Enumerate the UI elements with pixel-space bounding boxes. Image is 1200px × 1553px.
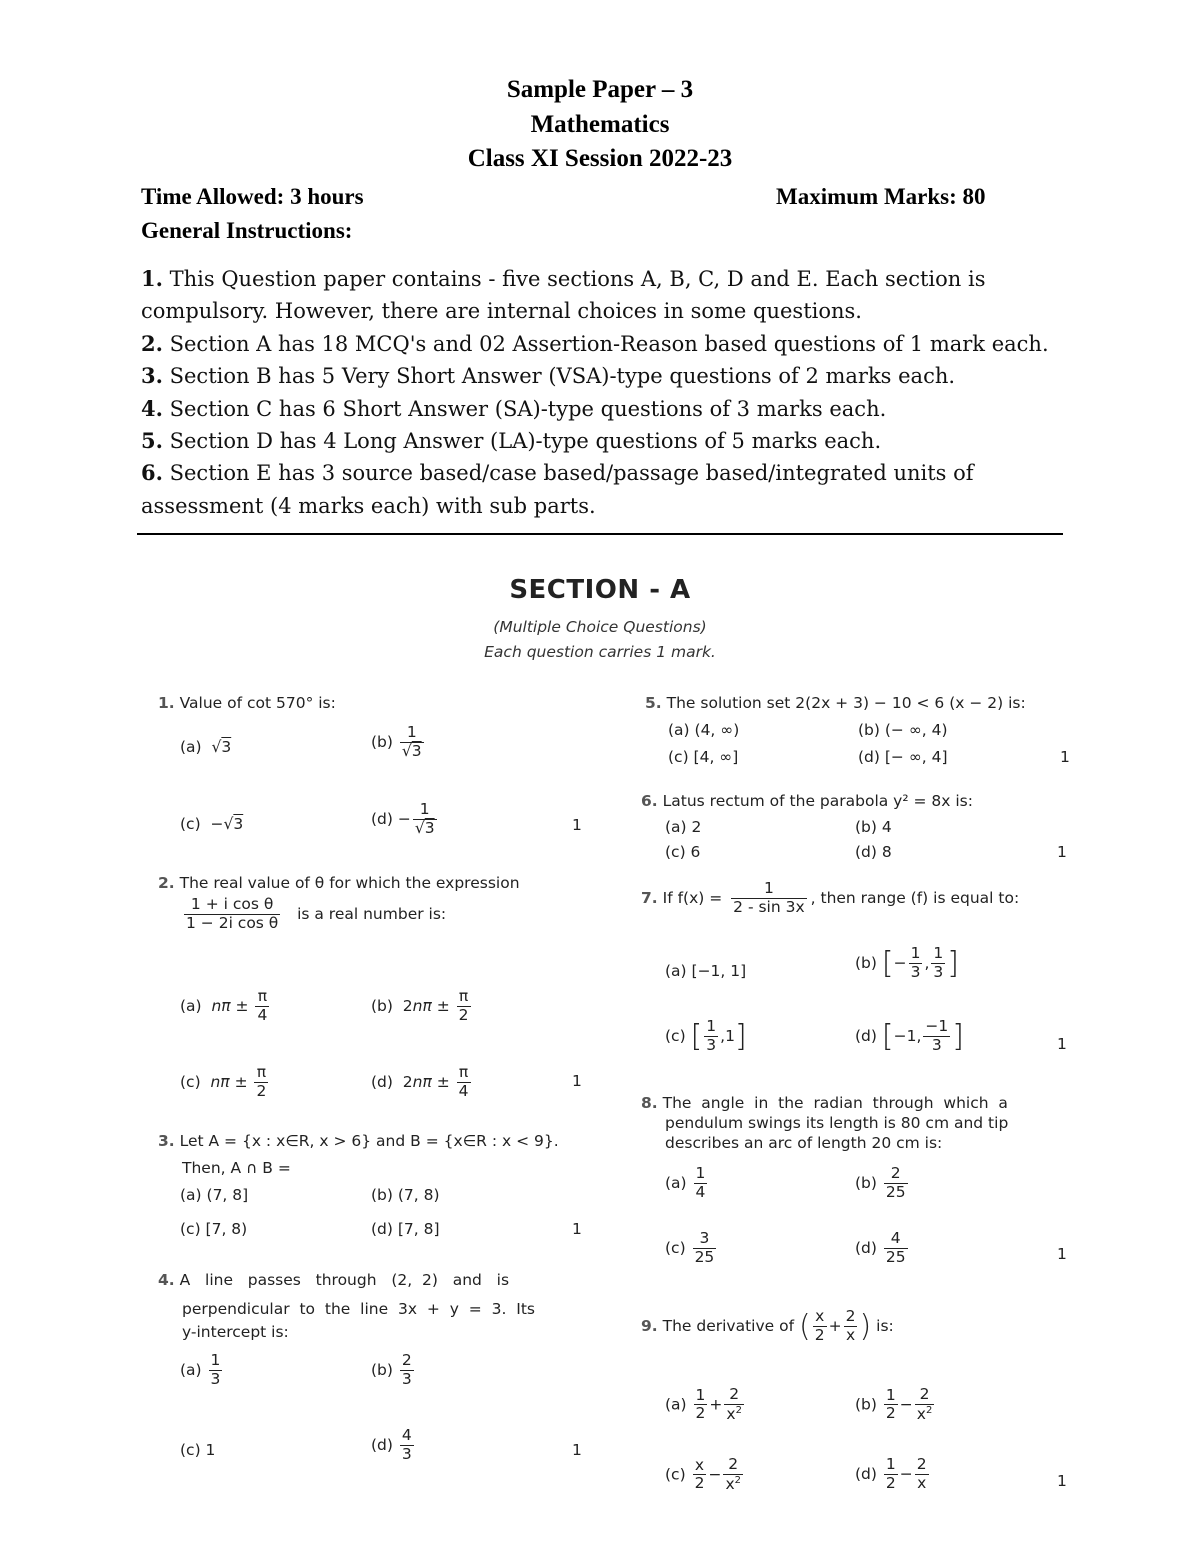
q6-option-a: (a) 2	[665, 818, 702, 836]
instruction-item: 6. Section E has 3 source based/case based/passage based/integrated units of assessment (4 marks each) with sub parts.	[141, 460, 974, 518]
question-3: 3. Let A = {x : x∈R, x > 6} and B = {x∈R : x < 9}.	[158, 1132, 559, 1150]
q8-option-c: (c) $\frac{3}{25}$	[665, 1229, 715, 1266]
q7-option-c: (c) [ $\frac{1}{3}$ ,1]	[665, 1017, 747, 1054]
question-6: 6. Latus rectum of the parabola y² = 8x is:	[641, 792, 973, 810]
q4-option-a: (a) $\frac{1}{3}$	[180, 1351, 221, 1388]
q7-option-b: (b) [− $\frac{1}{3}$ , $\frac{1}{3}$ ]	[855, 944, 959, 981]
instruction-item: 5. Section D has 4 Long Answer (LA)-type questions of 5 marks each.	[141, 428, 882, 454]
q1-option-d: (d) − $\frac{1}{√3}$	[371, 800, 435, 837]
general-instructions-heading: General Instructions:	[141, 218, 353, 243]
q1-option-c: (c) −√3	[180, 815, 244, 833]
q9-option-c: (c) $\frac{x}{2}$ − $\frac{2}{x^2}$	[665, 1455, 741, 1493]
q7-mark: 1	[1057, 1035, 1067, 1053]
q1-mark: 1	[572, 816, 582, 834]
time-allowed: Time Allowed: 3 hours	[141, 184, 364, 209]
question-4-line-3: y-intercept is:	[182, 1323, 289, 1341]
q6-option-b: (b) 4	[855, 818, 892, 836]
q3-option-d: (d) [7, 8]	[371, 1220, 440, 1238]
q4-option-d: (d) $\frac{4}{3}$	[371, 1426, 412, 1463]
instruction-item: 4. Section C has 6 Short Answer (SA)-type questions of 3 marks each.	[141, 395, 887, 421]
divider-line	[137, 533, 1063, 535]
q1-option-b: (b) $\frac{1}{√3}$	[371, 723, 422, 760]
q2-option-c: (c) nπ ± $\frac{\pi}{2}$	[180, 1063, 267, 1100]
section-note: Each question carries 1 mark.	[484, 643, 716, 661]
q2-option-a: (a) nπ ± $\frac{\pi}{4}$	[180, 987, 268, 1024]
q5-option-d: (d) [− ∞, 4]	[858, 748, 948, 766]
q3-option-b: (b) (7, 8)	[371, 1186, 440, 1204]
instruction-item: 1. This Question paper contains - five sections A, B, C, D and E. Each section is compulsory. However, there are internal choices in some questions.	[141, 266, 986, 324]
q6-option-d: (d) 8	[855, 843, 892, 861]
q9-option-b: (b) $\frac{1}{2}$ − $\frac{2}{x^2}$	[855, 1385, 933, 1423]
q9-option-a: (a) $\frac{1}{2}$ + $\frac{2}{x^2}$	[665, 1385, 742, 1423]
instruction-item: 3. Section B has 5 Very Short Answer (VSA)-type questions of 2 marks each.	[141, 363, 956, 389]
paper-title: Sample Paper – 3	[506, 76, 694, 103]
q8-mark: 1	[1057, 1245, 1067, 1263]
question-4-line-2: perpendicular to the line 3x + y = 3. Its	[182, 1300, 535, 1318]
q3-mark: 1	[572, 1220, 582, 1238]
paper-class-session: Class XI Session 2022-23	[467, 145, 733, 172]
question-2: 2. The real value of θ for which the expression	[158, 874, 520, 892]
q6-option-c: (c) 6	[665, 843, 701, 861]
instruction-item: 2. Section A has 18 MCQ's and 02 Assertion-Reason based questions of 1 mark each.	[141, 330, 1049, 356]
q1-option-a: (a) √3	[180, 738, 232, 756]
q7-option-d: (d) [−1, $\frac{-1}{3}$ ]	[855, 1017, 964, 1054]
q7-option-a: (a) [−1, 1]	[665, 962, 747, 980]
q5-option-a: (a) (4, ∞)	[668, 721, 740, 739]
q6-mark: 1	[1057, 843, 1067, 861]
question-8-line-2: pendulum swings its length is 80 cm and tip	[665, 1114, 1009, 1132]
q4-mark: 1	[572, 1441, 582, 1459]
question-8: 8. The angle in the radian through which a	[641, 1094, 1008, 1112]
q4-option-b: (b) $\frac{2}{3}$	[371, 1351, 412, 1388]
q9-mark: 1	[1057, 1472, 1067, 1490]
question-5: 5. The solution set 2(2x + 3) − 10 < 6 (x − 2) is:	[645, 694, 1026, 712]
section-subtitle: (Multiple Choice Questions)	[493, 618, 707, 636]
q3-option-a: (a) (7, 8]	[180, 1186, 249, 1204]
q2-mark: 1	[572, 1072, 582, 1090]
q5-option-b: (b) (− ∞, 4)	[858, 721, 948, 739]
q5-mark: 1	[1060, 748, 1070, 766]
q3-option-c: (c) [7, 8)	[180, 1220, 248, 1238]
maximum-marks: Maximum Marks: 80	[776, 184, 986, 209]
q2-option-b: (b) 2nπ ± $\frac{\pi}{2}$	[371, 987, 469, 1024]
q9-option-d: (d) $\frac{1}{2}$ − $\frac{2}{x}$	[855, 1455, 927, 1492]
q2-expression: $\frac{\text{1 + i cos θ}}{\text{1 − 2i cos θ}}$ is a real number is:	[186, 895, 447, 932]
question-8-line-3: describes an arc of length 20 cm is:	[665, 1134, 943, 1152]
q2-option-d: (d) 2nπ ± $\frac{\pi}{4}$	[371, 1063, 469, 1100]
q8-option-b: (b) $\frac{2}{25}$	[855, 1164, 906, 1201]
question-1: 1. Value of cot 570° is:	[158, 694, 336, 712]
question-4: 4. A line passes through (2, 2) and is	[158, 1271, 510, 1289]
q4-option-c: (c) 1	[180, 1441, 216, 1459]
instructions-list	[141, 263, 1071, 522]
q8-option-a: (a) $\frac{1}{4}$	[665, 1164, 706, 1201]
question-3-line-2: Then, A ∩ B =	[182, 1159, 291, 1177]
question-9: 9. The derivative of ( $\frac{x}{2}$ + $\frac{2}{x}$ ) is:	[641, 1307, 894, 1344]
question-7: 7. If f(x) = $\frac{1}{2 - \sin 3x}$ , then range (f) is equal to:	[641, 879, 1020, 916]
q5-option-c: (c) [4, ∞]	[668, 748, 739, 766]
q8-option-d: (d) $\frac{4}{25}$	[855, 1229, 906, 1266]
paper-subject: Mathematics	[530, 111, 670, 138]
section-title: SECTION - A	[509, 575, 691, 605]
